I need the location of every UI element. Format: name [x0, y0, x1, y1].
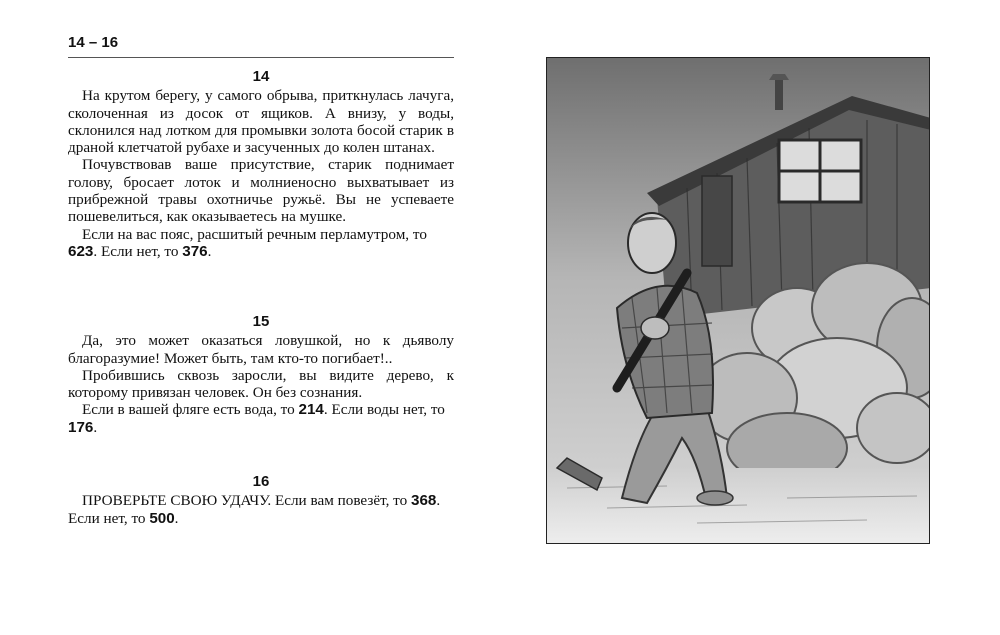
section-link-176[interactable]: 176	[68, 418, 94, 436]
section-number: 15	[252, 313, 270, 330]
section-16	[68, 473, 454, 527]
paragraph: Да, это может оказаться ловушкой, но к дьяволу благоразумие! Может быть, там кто-то погибает!..	[68, 332, 454, 367]
choice-text: . Если нет, то	[93, 242, 183, 260]
choice-paragraph	[68, 401, 454, 436]
illustration	[546, 57, 930, 544]
choice-text: ПРОВЕРЬТЕ СВОЮ УДАЧУ. Если вам повезёт, то	[82, 492, 411, 510]
paragraph: Пробившись сквозь заросли, вы видите дерево, к которому привязан человек. Он без сознания.	[68, 366, 454, 402]
pencil-illustration	[547, 58, 930, 544]
section-link-368[interactable]: 368	[411, 492, 437, 510]
section-14	[68, 68, 454, 260]
choice-text: Если в вашей фляге есть вода, то	[82, 401, 299, 419]
section-number: 16	[252, 473, 270, 490]
section-link-500[interactable]: 500	[149, 509, 175, 527]
choice-text: . Если нет, то	[68, 492, 441, 527]
page-header: 14 – 16	[68, 34, 454, 58]
paragraph: На крутом берегу, у самого обрыва, приткнулась лачуга, сколоченная из досок от ящиков. А внизу, у воды, склонился над лотком для промывки золота босой старик в драной клетчатой рубахе и засученных до колен штанах.	[68, 87, 454, 157]
choice-text: . Если воды нет, то	[323, 401, 445, 419]
section-15	[68, 313, 454, 436]
paragraph: Почувствовав ваше присутствие, старик поднимает голову, бросает лоток и молниеносно выхватывает из прибрежной травы охотничье ружьё. Вы не успеваете пошевелиться, как оказываетесь на мушке.	[68, 156, 454, 226]
choice-paragraph	[68, 492, 454, 527]
water	[547, 468, 930, 544]
section-link-623[interactable]: 623	[68, 242, 94, 260]
choice-paragraph	[68, 226, 454, 261]
choice-text: .	[207, 242, 212, 260]
section-link-214[interactable]: 214	[298, 401, 324, 419]
choice-text: Если на вас пояс, расшитый речным перламутром, то	[82, 225, 427, 243]
section-number: 14	[252, 68, 270, 85]
choice-text: .	[174, 509, 179, 527]
section-link-376[interactable]: 376	[182, 242, 208, 260]
choice-text: .	[93, 418, 98, 436]
